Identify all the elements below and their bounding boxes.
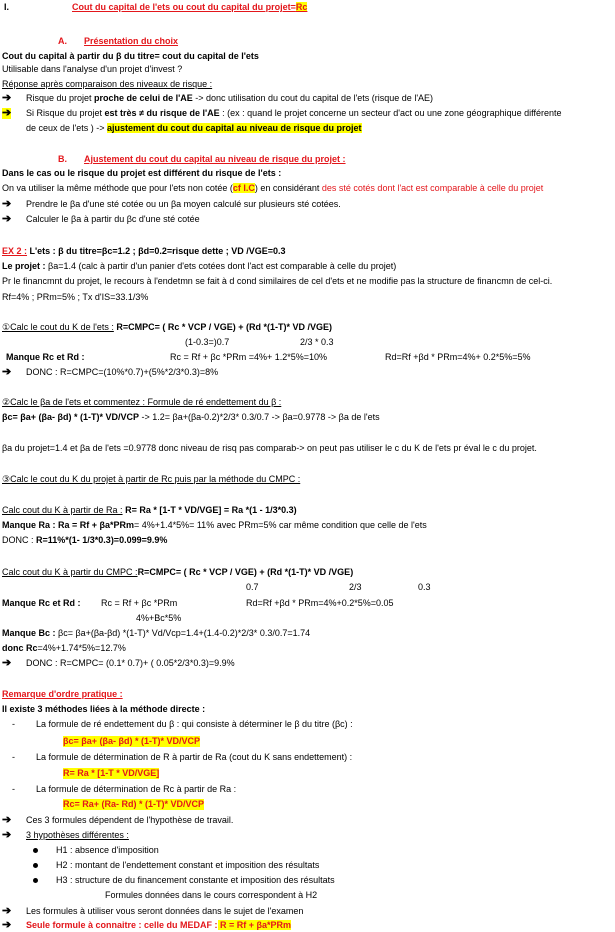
hypothesis-2: H2 : montant de l'endettement constant et imposition des résultats — [56, 860, 320, 870]
line-4b: proche de celui de l'AE — [94, 93, 193, 103]
line-8 — [2, 183, 543, 194]
line-8d: des sté cotés dont l'act est comparable à celle du projet — [321, 183, 544, 193]
arrow-icon: ➔ — [2, 657, 12, 669]
example-line-4: Rf=4% ; PRm=5% ; Tx d'IS=33.1/3% — [2, 292, 149, 302]
dash-bullet: - — [12, 719, 15, 729]
calc-3b-formula: R=CMPC= ( Rc * VCP / VGE) + (Rd *(1-T)* VD /VGE) — [137, 567, 354, 577]
line-6 — [26, 123, 362, 134]
calc-3b-donc-rc-value: =4%+1.74*5%=12.7% — [37, 643, 126, 653]
arrow-icon: ➔ — [2, 905, 12, 917]
calc-1-label: ①Calc le cout du K de l'ets : — [2, 322, 114, 332]
line-3: Réponse après comparaison des niveaux de risque : — [2, 79, 213, 89]
line-1: Cout du capital à partir du β du titre= cout du capital de l'ets — [2, 51, 259, 61]
bullet-dot — [33, 878, 38, 883]
calc-3b-donc-rc — [2, 643, 126, 654]
calc-3-ra-formula: Ra = Rf + βa*PRm — [58, 520, 135, 530]
calc-3b-bc-line — [2, 628, 310, 639]
arrow-icon: ➔ — [2, 829, 12, 841]
calc-3b-rc: Rc = Rf + βc *PRm — [101, 598, 178, 608]
calc-3b-label: Calc cout du K à partir du CMPC : — [2, 567, 138, 577]
example-label-2: Le projet : — [2, 261, 49, 271]
line-10: Calculer le βa à partir du βc d'une sté cotée — [26, 214, 200, 224]
calc-3b-rc2: 4%+Bc*5% — [136, 613, 182, 623]
arrow-icon: ➔ — [2, 919, 12, 931]
line-6a: de ceux de l'ets ) -> — [26, 123, 108, 133]
calc-3-ra-rest: = 4%+1.4*5%= 11% avec PRm=5% car même condition que celle de l'ets — [134, 520, 427, 530]
calc-1-line — [2, 322, 332, 333]
example-line-2 — [2, 261, 396, 272]
bullet-dot — [33, 863, 38, 868]
calc-3a-label: Calc cout du K à partir de Ra : — [2, 505, 123, 515]
roman-number: I. — [4, 2, 10, 12]
line-6b: ajustement du cout du capital au niveau de risque du projet — [107, 123, 362, 133]
hypothesis-3-note: Formules données dans le cours correspondent à H2 — [105, 890, 318, 900]
example-text-2: βa=1.4 (calc à partir d'un panier d'ets cotées dont l'act est comparable à celle du projet) — [48, 261, 397, 271]
calc-2-label: ②Calc le βa de l'ets et commentez : Formule de ré endettement du β : — [2, 397, 282, 407]
example-line-3: Pr le financmnt du projet, le recours à l'endetmn se fait à d cond similaires de cel d'ets et ne modifie pas la structure de financmn de cel-ci. — [2, 276, 553, 286]
calc-3b-manque: Manque Rc et Rd : — [2, 598, 81, 608]
line-8c: ) en considérant — [254, 183, 322, 193]
title-highlight: Rc — [295, 2, 308, 12]
calc-2-formula: βc= βa+ (βa- βd) * (1-T)* VD/VCP — [2, 412, 139, 422]
example-text-1: L'ets : β du titre=βc=1.2 ; βd=0.2=risque dette ; VD /VGE=0.3 — [27, 246, 286, 256]
calc-3a-donc — [2, 535, 167, 546]
calc-3b-bc: βc= βa+(βa-βd) *(1-T)* Vd/Vcp=1.4+(1.4-0.2)*2/3* 0.3/0.7=1.74 — [55, 628, 311, 638]
line-5a: Si Risque du projet — [26, 108, 105, 118]
method-3: La formule de détermination de Rc à partir de Ra : — [36, 784, 237, 794]
line-7: Dans le cas ou le risque du projet est différent du risque de l'ets : — [2, 168, 282, 178]
calc-3b-donc-2: DONC : R=CMPC= (0.1* 0.7)+ ( 0.05*2/3*0.3)=9.9% — [26, 658, 235, 668]
title-text: Cout du capital de l'ets ou cout du capital du projet= — [72, 2, 296, 12]
hypothesis-3: H3 : structure de du financement constante et imposition des résultats — [56, 875, 335, 885]
calc-2-line — [2, 412, 380, 423]
final-1: Ces 3 formules dépendent de l'hypothèse de travail. — [26, 815, 234, 825]
bullet-dot — [33, 848, 38, 853]
calc-3-ra-line — [2, 520, 427, 531]
calc-3a-line — [2, 505, 297, 516]
calc-3a-formula: R= Ra * [1-T * VD/VGE] = Ra *(1 - 1/3*0.3) — [122, 505, 297, 515]
calc-2-rest: -> 1.2= βa+(βa-0.2)*2/3* 0.3/0.7 -> βa=0.9778 -> βa de l'ets — [139, 412, 380, 422]
dash-bullet: - — [12, 752, 15, 762]
final-2: 3 hypothèses différentes : — [26, 830, 129, 840]
method-2: La formule de détermination de R à partir de Ra (cout du K sans endettement) : — [36, 752, 353, 762]
line-5c: : (ex : quand le projet concerne un secteur d'act ou une zone géographique différente — [219, 108, 562, 118]
line-4c: -> donc utilisation du cout du capital de l'ets (risque de l'AE) — [192, 93, 434, 103]
section-b-title: Ajustement du cout du capital au niveau de risque du projet : — [84, 154, 346, 164]
method-3-formula: Rc= Ra+ (Ra- Rd) * (1-T)* VD/VCP — [63, 799, 205, 809]
final-4-label: Seule formule à connaitre : celle du MEDAF : — [26, 920, 218, 930]
calc-3b-donc-rc-label: donc Rc — [2, 643, 38, 653]
calc-1-manque: Manque Rc et Rd : — [6, 352, 85, 362]
example-label: EX 2 : — [2, 246, 28, 256]
calc-1-vals-2: 2/3 * 0.3 — [300, 337, 334, 347]
page-title — [72, 2, 307, 13]
calc-3-label: ③Calc le cout du K du projet à partir de Rc puis par la méthode du CMPC : — [2, 474, 301, 484]
line-5 — [26, 108, 561, 119]
arrow-icon: ➔ — [2, 213, 12, 225]
calc-3a-donc-label: DONC : — [2, 535, 37, 545]
line-8b: cf I.C — [232, 183, 255, 193]
calc-2-comment: βa du projet=1.4 et βa de l'ets =0.9778 donc niveau de risq pas comparab-> on peut pas utiliser le c du K de l'ets pr éval le c du projet. — [2, 443, 537, 453]
calc-1-rc: Rc = Rf + βc *PRm =4%+ 1.2*5%=10% — [170, 352, 328, 362]
calc-3b-v1: 0.7 — [246, 582, 259, 592]
arrow-icon: ➔ — [2, 198, 12, 210]
section-a-title: Présentation du choix — [84, 36, 179, 46]
method-2-formula: R= Ra * [1-T * VD/VGE] — [63, 768, 160, 778]
calc-3b-bc-label: Manque Bc : — [2, 628, 56, 638]
example-line-1 — [2, 246, 285, 257]
line-4 — [26, 93, 433, 104]
calc-3-ra-label: Manque Ra : — [2, 520, 59, 530]
arrow-icon: ➔ — [2, 107, 12, 119]
calc-3a-donc-value: R=11%*(1- 1/3*0.3)=0.099=9.9% — [36, 535, 168, 545]
arrow-icon: ➔ — [2, 814, 12, 826]
calc-1-donc: DONC : R=CMPC=(10%*0.7)+(5%*2/3*0.3)=8% — [26, 367, 219, 377]
line-9: Prendre le βa d'une sté cotée ou un βa moyen calculé sur plusieurs sté cotées. — [26, 199, 341, 209]
line-4a: Risque du projet — [26, 93, 95, 103]
calc-3b-rd: Rd=Rf +βd * PRm=4%+0.2*5%=0.05 — [246, 598, 394, 608]
hypothesis-1: H1 : absence d'imposition — [56, 845, 159, 855]
final-4 — [26, 920, 291, 931]
arrow-icon: ➔ — [2, 92, 12, 104]
method-1-formula: βc= βa+ (βa- βd) * (1-T)* VD/VCP — [63, 736, 200, 746]
section-a-number: A. — [58, 36, 67, 46]
arrow-icon: ➔ — [2, 366, 12, 378]
line-8a: On va utiliser la même méthode que pour l'ets non cotée ( — [2, 183, 233, 193]
calc-1-formula: R=CMPC= ( Rc * VCP / VGE) + (Rd *(1-T)* VD /VGE) — [113, 322, 332, 332]
method-1: La formule de ré endettement du β : qui consiste à déterminer le β du titre (βc) : — [36, 719, 353, 729]
dash-bullet: - — [12, 784, 15, 794]
section-b-number: B. — [58, 154, 67, 164]
calc-3b-v3: 0.3 — [418, 582, 431, 592]
calc-1-vals-1: (1-0.3=)0.7 — [185, 337, 230, 347]
remark-line-1: Il existe 3 méthodes liées à la méthode directe : — [2, 704, 206, 714]
calc-3b-line — [2, 567, 353, 578]
line-2: Utilisable dans l'analyse d'un projet d'invest ? — [2, 64, 183, 74]
remark-title: Remarque d'ordre pratique : — [2, 689, 123, 699]
calc-1-rd: Rd=Rf +βd * PRm=4%+ 0.2*5%=5% — [385, 352, 531, 362]
calc-3b-v2: 2/3 — [349, 582, 362, 592]
final-3: Les formules à utiliser vous seront données dans le sujet de l'examen — [26, 906, 304, 916]
medaf-formula: R = Rf + βa*PRm — [217, 920, 292, 930]
line-5b: est très ≠ du risque de l'AE — [104, 108, 220, 118]
